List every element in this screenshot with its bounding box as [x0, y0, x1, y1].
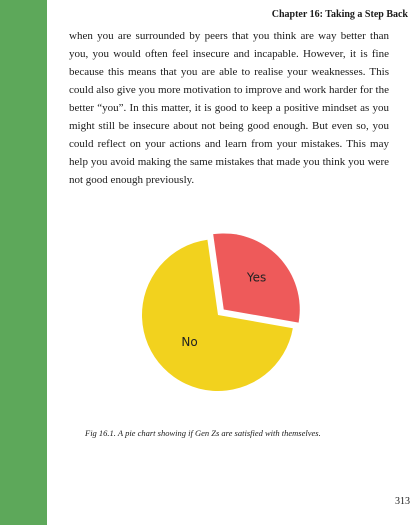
- side-color-bar: [0, 0, 47, 525]
- page-number: 313: [395, 496, 410, 507]
- pie-chart-svg: [142, 232, 308, 398]
- figure-caption: Fig 16.1. A pie chart showing if Gen Zs are satisfied with themselves.: [85, 428, 321, 438]
- body-paragraph: when you are surrounded by peers that you think are way better than you, you would often feel insecure and incapable. However, it is fine because this means that you are able to realise your weaknesses. This could also give you more motivation to improve and work harder for the better “you”. In this matter, it is good to keep a positive mindset as you might still be insecure about not being good enough. But even so, you could reflect on your actions and learn from your mistakes. This may help you avoid making the same mistakes that made you think you were not good enough previously.: [69, 30, 389, 186]
- chapter-header: Chapter 16: Taking a Step Back: [271, 9, 408, 20]
- pie-label-no: No: [181, 334, 198, 349]
- pie-label-yes: Yes: [246, 270, 267, 285]
- pie-chart: [142, 232, 308, 398]
